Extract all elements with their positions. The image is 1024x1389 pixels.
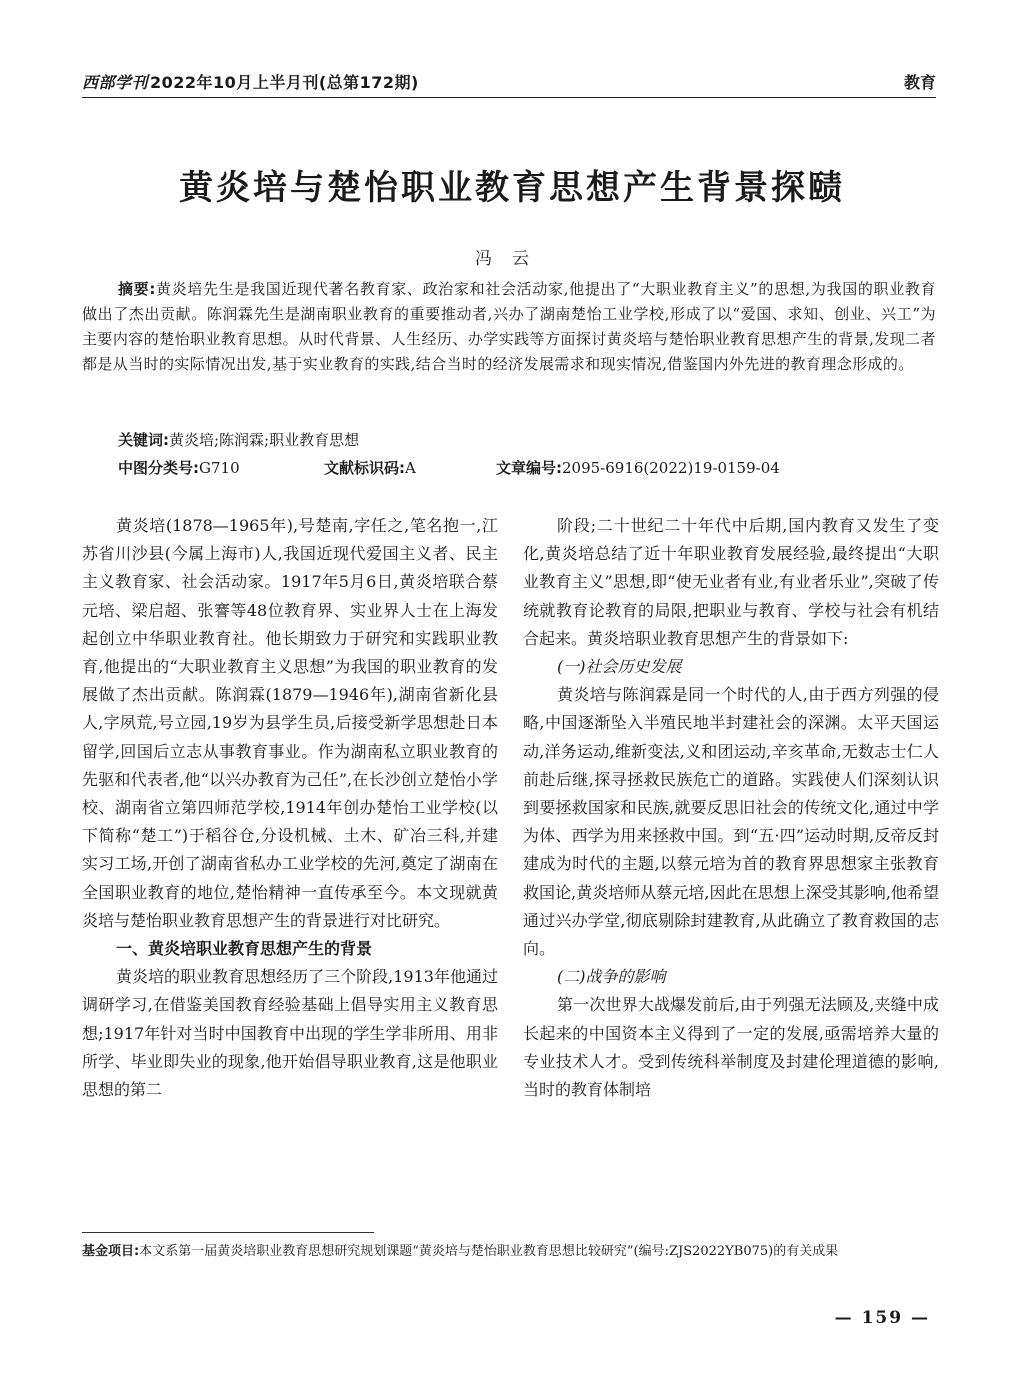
article-title: 黄炎培与楚怡职业教育思想产生背景探赜 — [179, 168, 845, 208]
clc-value: G710 — [199, 459, 240, 477]
journal-issue — [82, 70, 419, 93]
body-column-left — [82, 512, 498, 1104]
journal-logo: 西部学刊 — [82, 73, 149, 92]
running-header — [82, 70, 936, 96]
header-divider — [82, 97, 936, 98]
author-name: 冯云 — [475, 249, 549, 269]
doc-value: A — [405, 459, 416, 477]
paragraph: 阶段;二十世纪二十年代中后期,国内教育又发生了变化,黄炎培总结了近十年职业教育发展经验,最终提出“大职业教育主义”思想,即“使无业者有业,有业者乐业”,突破了传统就教育论教育的局限,把职业与教育、学校与社会有机结合起来。黄炎培职业教育思想产生的背景如下: — [523, 516, 939, 648]
abstract — [82, 277, 936, 377]
clc-label: 中图分类号: — [118, 459, 199, 477]
section-label: 教育 — [903, 73, 936, 92]
page-number: — 159 — — [834, 1308, 930, 1328]
footnote-text: 本文系第一届黄炎培职业教育思想研究规划课题“黄炎培与楚怡职业教育思想比较研究”(编号:ZJS2022YB075)的有关成果 — [139, 1244, 839, 1259]
abstract-label: 摘要: — [118, 280, 156, 298]
subsection-heading: (二)战争的影响 — [557, 967, 666, 987]
footnote-label: 基金项目: — [82, 1244, 140, 1259]
article-number-label: 文章编号: — [496, 459, 562, 477]
funding-footnote — [82, 1240, 936, 1264]
doc-label: 文献标识码: — [324, 459, 405, 477]
clc-code — [118, 456, 240, 480]
footnote-divider — [82, 1232, 374, 1233]
paragraph: 第一次世界大战爆发前后,由于列强无法顾及,夹缝中成长起来的中国资本主义得到了一定的发展,亟需培养大量的专业技术人才。受到传统科举制度及封建伦理道德的影响,当时的教育体制培 — [523, 995, 939, 1100]
subsection-heading: (一)社会历史发展 — [557, 657, 682, 677]
paragraph: 黄炎培与陈润霖是同一个时代的人,由于西方列强的侵略,中国逐渐坠入半殖民地半封建社会的深渊。太平天国运动,洋务运动,维新变法,义和团运动,辛亥革命,无数志士仁人前赴后继,探寻拯救民族危亡的道路。实践使人们深刻认识到要拯救国家和民族,就要反思旧社会的传统文化,通过中学为体、西学为用来拯救中国。到“五·四”运动时期,反帝反封建成为时代的主题,以蔡元培为首的教育界思想家主张教育救国论,黄炎培师从蔡元培,因此在思想上深受其影响,他希望通过兴办学堂,彻底剔除封建教育,从此确立了教育救国的志向。 — [523, 685, 939, 959]
keywords — [118, 428, 359, 452]
keywords-label: 关键词: — [118, 431, 169, 449]
article-number-value: 2095-6916(2022)19-0159-04 — [562, 459, 780, 477]
paragraph: 黄炎培(1878—1965年),号楚南,字任之,笔名抱一,江苏省川沙县(今属上海市)人,我国近现代爱国主义者、民主主义教育家、社会活动家。1917年5月6日,黄炎培联合蔡元培、梁启超、张謇等48位教育界、实业界人士在上海发起创立中华职业教育社。他长期致力于研究和实践职业教育,他提出的“大职业教育主义思想”为我国的职业教育的发展做了杰出贡献。陈润霖(1879—1946年),湖南省新化县人,字夙荒,号立园,19岁为县学生员,后接受新学思想赴日本留学,回国后立志从事教育事业。作为湖南私立职业教育的先驱和代表者,他“以兴办教育为己任”,在长沙创立楚怡小学校、湖南省立第四师范学校,1914年创办楚怡工业学校(以下简称“楚工”)于稻谷仓,分设机械、土木、矿冶三科,并建实习工场,开创了湖南省私办工业学校的先河,奠定了湖南在全国职业教育的地位,楚怡精神一直传承至今。本文现就黄炎培与楚怡职业教育思想产生的背景进行对比研究。 — [82, 516, 498, 930]
article-number — [496, 456, 780, 480]
abstract-text: 黄炎培先生是我国近现代著名教育家、政治家和社会活动家,他提出了“大职业教育主义”的思想,为我国的职业教育做出了杰出贡献。陈润霖先生是湖南职业教育的重要推动者,兴办了湖南楚怡工业学校,形成了以“爱国、求知、创业、兴工”为主要内容的楚怡职业教育思想。从时代背景、人生经历、办学实践等方面探讨黄炎培与楚怡职业教育思想产生的背景,发现二者都是从当时的实际情况出发,基于实业教育的实践,结合当时的经济发展需求和现实情况,借鉴国内外先进的教育理念形成的。 — [82, 280, 936, 373]
doc-code — [324, 456, 416, 480]
paragraph: 黄炎培的职业教育思想经历了三个阶段,1913年他通过调研学习,在借鉴美国教育经验基础上倡导实用主义教育思想;1917年针对当时中国教育中出现的学生学非所用、用非所学、毕业即失业的现象,他开始倡导职业教育,这是他职业思想的第二 — [82, 967, 498, 1100]
body-column-right — [523, 512, 939, 1104]
section-heading: 一、黄炎培职业教育思想产生的背景 — [116, 939, 373, 959]
keywords-text: 黄炎培;陈润霖;职业教育思想 — [169, 431, 360, 449]
issue-info: 2022年10月上半月刊(总第172期) — [150, 73, 419, 92]
